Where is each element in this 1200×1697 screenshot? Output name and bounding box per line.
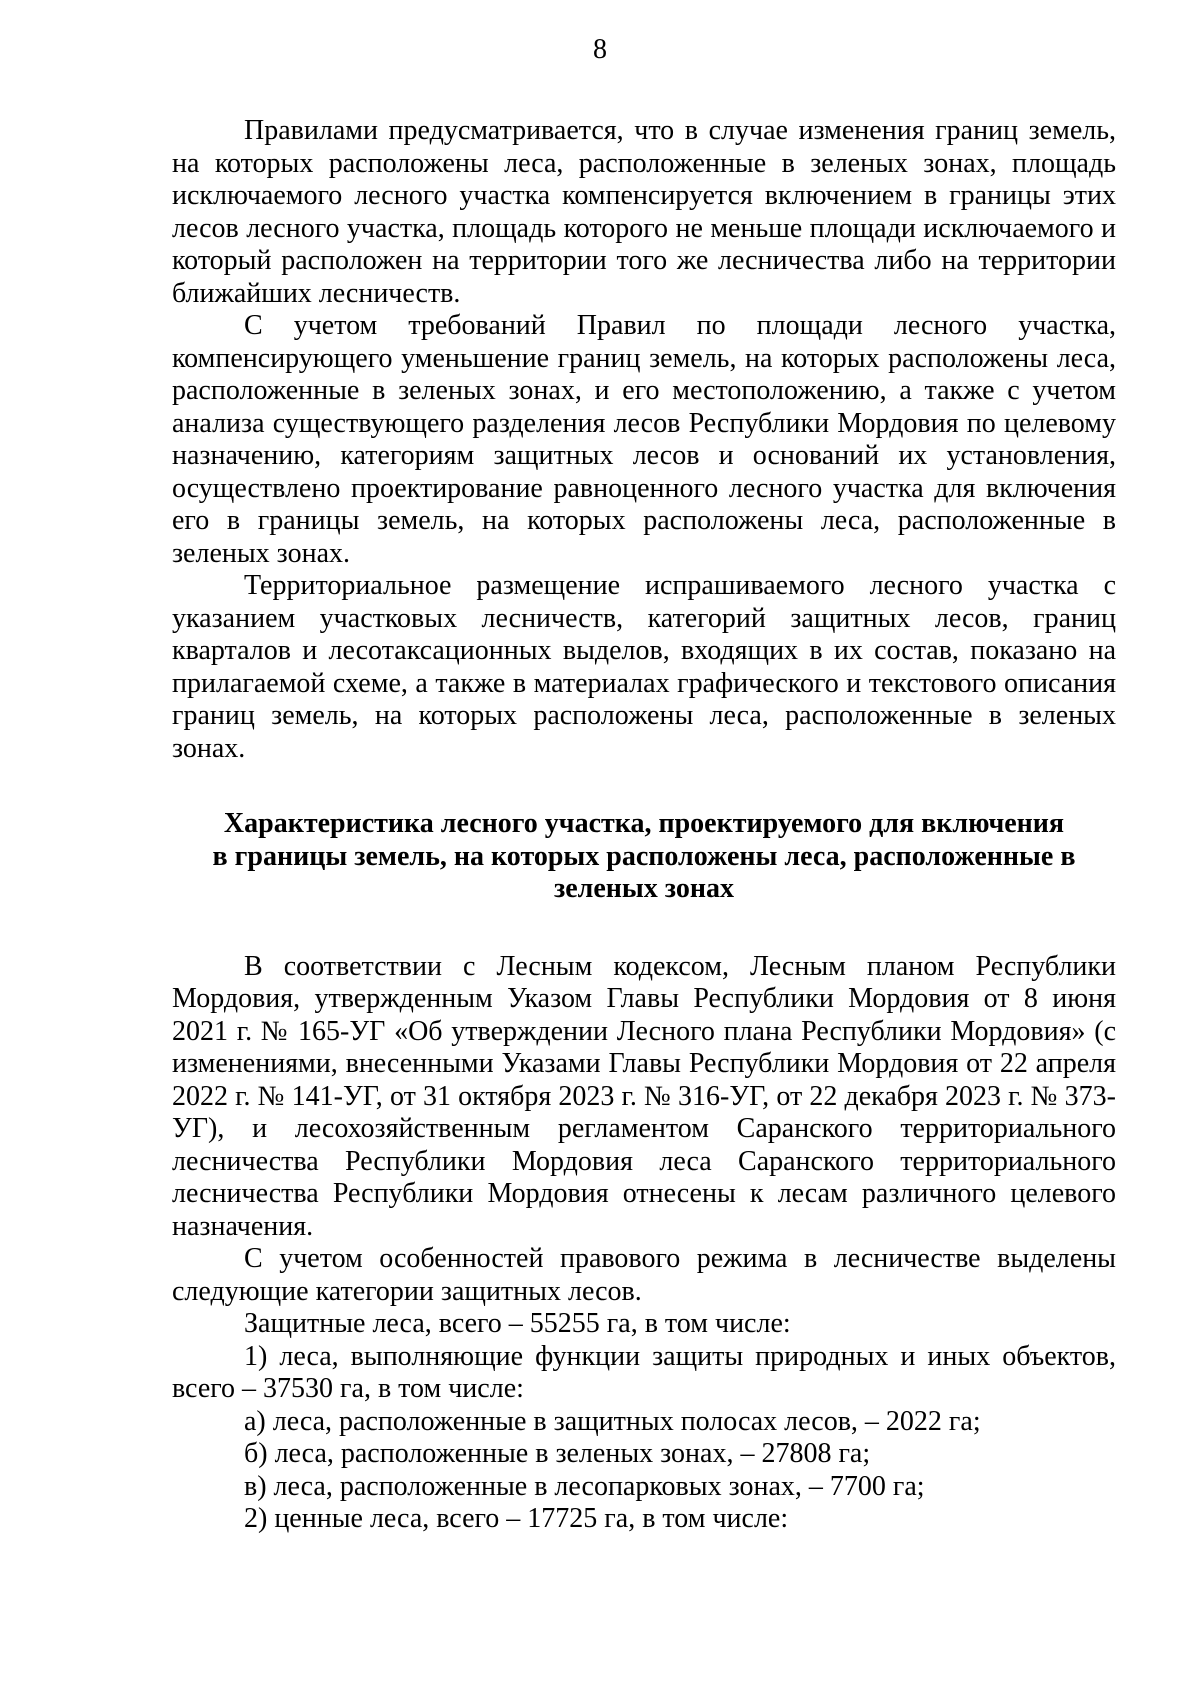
document-body bbox=[172, 115, 1116, 1536]
paragraph: Правилами предусматривается, что в случае изменения границ земель, на которых расположены леса, расположенные в зеленых зонах, площадь исключаемого лесного участка компенсируется включением в границы этих лесов лесного участка, площадь которого не меньше площади исключаемого и который расположен на территории того же лесничества либо на территории ближайших лесничеств. bbox=[172, 115, 1116, 309]
list-item: б) леса, расположенные в зеленых зонах, – 27808 га; bbox=[244, 1438, 871, 1469]
list-item: 2) ценные леса, всего – 17725 га, в том числе: bbox=[244, 1503, 789, 1534]
heading-line: Характеристика лесного участка, проектируемого для включения bbox=[223, 808, 1065, 839]
paragraph: С учетом требований Правил по площади лесного участка, компенсирующего уменьшение границ земель, на которых расположены леса, расположенные в зеленых зонах, и его местоположению, а также с учетом анализа существующего разделения лесов Республики Мордовия по целевому назначению, категориям защитных лесов и оснований их установления, осуществлено проектирование равноценного лесного участка для включения его в границы земель, на которых расположены леса, расположенные в зеленых зонах. bbox=[172, 310, 1116, 569]
list-item: Защитные леса, всего – 55255 га, в том числе: bbox=[244, 1308, 791, 1339]
heading-line: зеленых зонах bbox=[553, 873, 735, 904]
list-item: в) леса, расположенные в лесопарковых зонах, – 7700 га; bbox=[244, 1470, 925, 1502]
paragraph: С учетом особенностей правового режима в лесничестве выделены следующие категории защитных лесов. bbox=[172, 1243, 1116, 1307]
heading-line: в границы земель, на которых расположены леса, расположенные в bbox=[212, 840, 1076, 872]
paragraph: В соответствии с Лесным кодексом, Лесным планом Республики Мордовия, утвержденным Указом Главы Республики Мордовия от 8 июня 2021 г. № 165-УГ «Об утверждении Лесного плана Республики Мордовия» (с изменениями, внесенными Указами Главы Республики Мордовия от 22 апреля 2022 г. № 141-УГ, от 31 октября 2023 г. № 316-УГ, от 22 декабря 2023 г. № 373-УГ), и лесохозяйственным регламентом Саранского территориального лесничества Республики Мордовия леса Саранского территориального лесничества Республики Мордовия отнесены к лесам различного целевого назначения. bbox=[172, 950, 1116, 1242]
section-heading bbox=[172, 808, 1116, 906]
list-item: 1) леса, выполняющие функции защиты природных и иных объектов, всего – 37530 га, в том числе: bbox=[172, 1340, 1116, 1404]
page-number: 8 bbox=[593, 34, 607, 65]
paragraph: Территориальное размещение испрашиваемого лесного участка с указанием участковых лесничеств, категорий защитных лесов, границ кварталов и лесотаксационных выделов, входящих в их состав, показано на прилагаемой схеме, а также в материалах графического и текстового описания границ земель, на которых расположены леса, расположенные в зеленых зонах. bbox=[172, 570, 1116, 764]
list-item: а) леса, расположенные в защитных полосах лесов, – 2022 га; bbox=[244, 1405, 981, 1437]
